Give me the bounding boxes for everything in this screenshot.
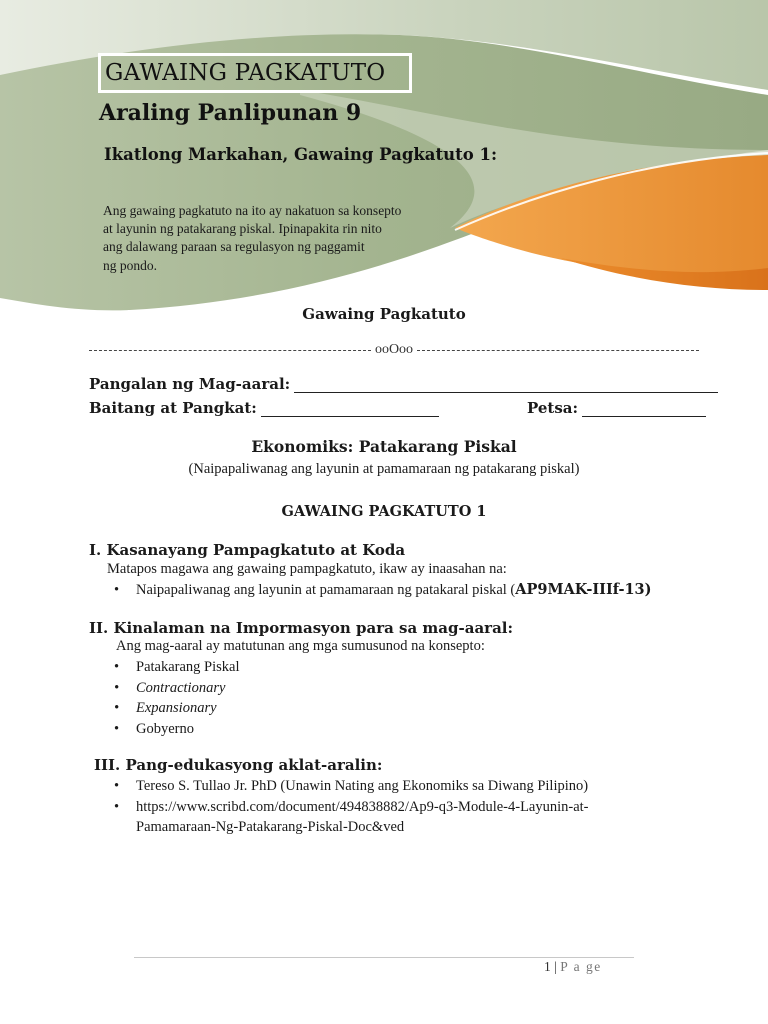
subject-title: Araling Panlipunan 9 (99, 100, 362, 126)
reference-link-continued[interactable]: Pamamaraan-Ng-Patakarang-Piskal-Doc&ved (136, 819, 405, 835)
date-label: Petsa: (527, 399, 579, 417)
divider-ornament: ooOoo (374, 342, 414, 357)
quarter-heading: Ikatlong Markahan, Gawaing Pagkatuto 1: (104, 145, 498, 164)
section-3-list (110, 776, 589, 838)
activity-title: GAWAING PAGKATUTO 1 (281, 503, 487, 520)
page-footer (544, 959, 602, 975)
student-name-blank[interactable] (294, 376, 718, 393)
footer-separator: | (554, 959, 557, 974)
competency-code: AP9MAK-IIIf-13) (515, 581, 652, 598)
section-1-list (110, 580, 652, 601)
list-item: • Patakarang Piskal (110, 657, 240, 678)
divider-dash-left (89, 350, 371, 351)
list-item (110, 797, 589, 838)
ornament-divider (89, 342, 699, 358)
date-blank[interactable] (582, 400, 706, 417)
topic-title: Ekonomiks: Patakarang Piskal (251, 437, 517, 456)
section-2-list (110, 657, 240, 739)
section-2-intro: Ang mag-aaral ay matutunan ang mga sumusunod na konsepto: (116, 638, 485, 654)
date-field[interactable] (527, 399, 706, 417)
list-item (110, 580, 652, 601)
intro-paragraph (103, 202, 453, 275)
list-item: • Gobyerno (110, 719, 240, 740)
page-word: P a ge (560, 959, 602, 974)
list-item: • Contractionary (110, 678, 240, 699)
section-1-intro: Matapos magawa ang gawaing pampagkatuto, ikaw ay inaasahan na: (107, 561, 507, 577)
worksheet-title: GAWAING PAGKATUTO (98, 53, 412, 93)
document-title: Gawaing Pagkatuto (302, 305, 466, 323)
student-name-label: Pangalan ng Mag-aaral: (89, 375, 291, 393)
section-3-heading: III. Pang-edukasyong aklat-aralin: (94, 756, 383, 774)
header-wave-decoration (0, 0, 768, 330)
reference-link[interactable]: https://www.scribd.com/document/494838882/Ap9-q3-Module-4-Layunin-at- (136, 798, 589, 815)
intro-line: at layunin ng patakarang piskal. Ipinapakita rin nito (103, 221, 382, 237)
topic-subtitle: (Naipapaliwanag ang layunin at pamamaraan ng patakarang piskal) (188, 461, 580, 477)
intro-line: ang dalawang paraan sa regulasyon ng paggamit (103, 239, 365, 255)
intro-line: ng pondo. (103, 257, 157, 273)
grade-section-blank[interactable] (261, 400, 439, 417)
list-item: • Expansionary (110, 698, 240, 719)
footer-rule (134, 957, 634, 958)
grade-section-label: Baitang at Pangkat: (89, 399, 257, 417)
divider-dash-right (417, 350, 699, 351)
intro-line: Ang gawaing pagkatuto na ito ay nakatuon sa konsepto (103, 203, 402, 218)
page-number: 1 (544, 959, 551, 974)
list-item: • Tereso S. Tullao Jr. PhD (Unawin Nating ang Ekonomiks sa Diwang Pilipino) (110, 776, 589, 797)
student-name-field[interactable] (89, 375, 718, 393)
grade-section-field[interactable] (89, 399, 439, 417)
section-1-heading: I. Kasanayang Pampagkatuto at Koda (89, 541, 406, 559)
competency-text: Naipapaliwanag ang layunin at pamamaraan ng patakaral piskal ( (136, 582, 516, 598)
section-2-heading: II. Kinalaman na Impormasyon para sa mag-aaral: (89, 619, 514, 637)
